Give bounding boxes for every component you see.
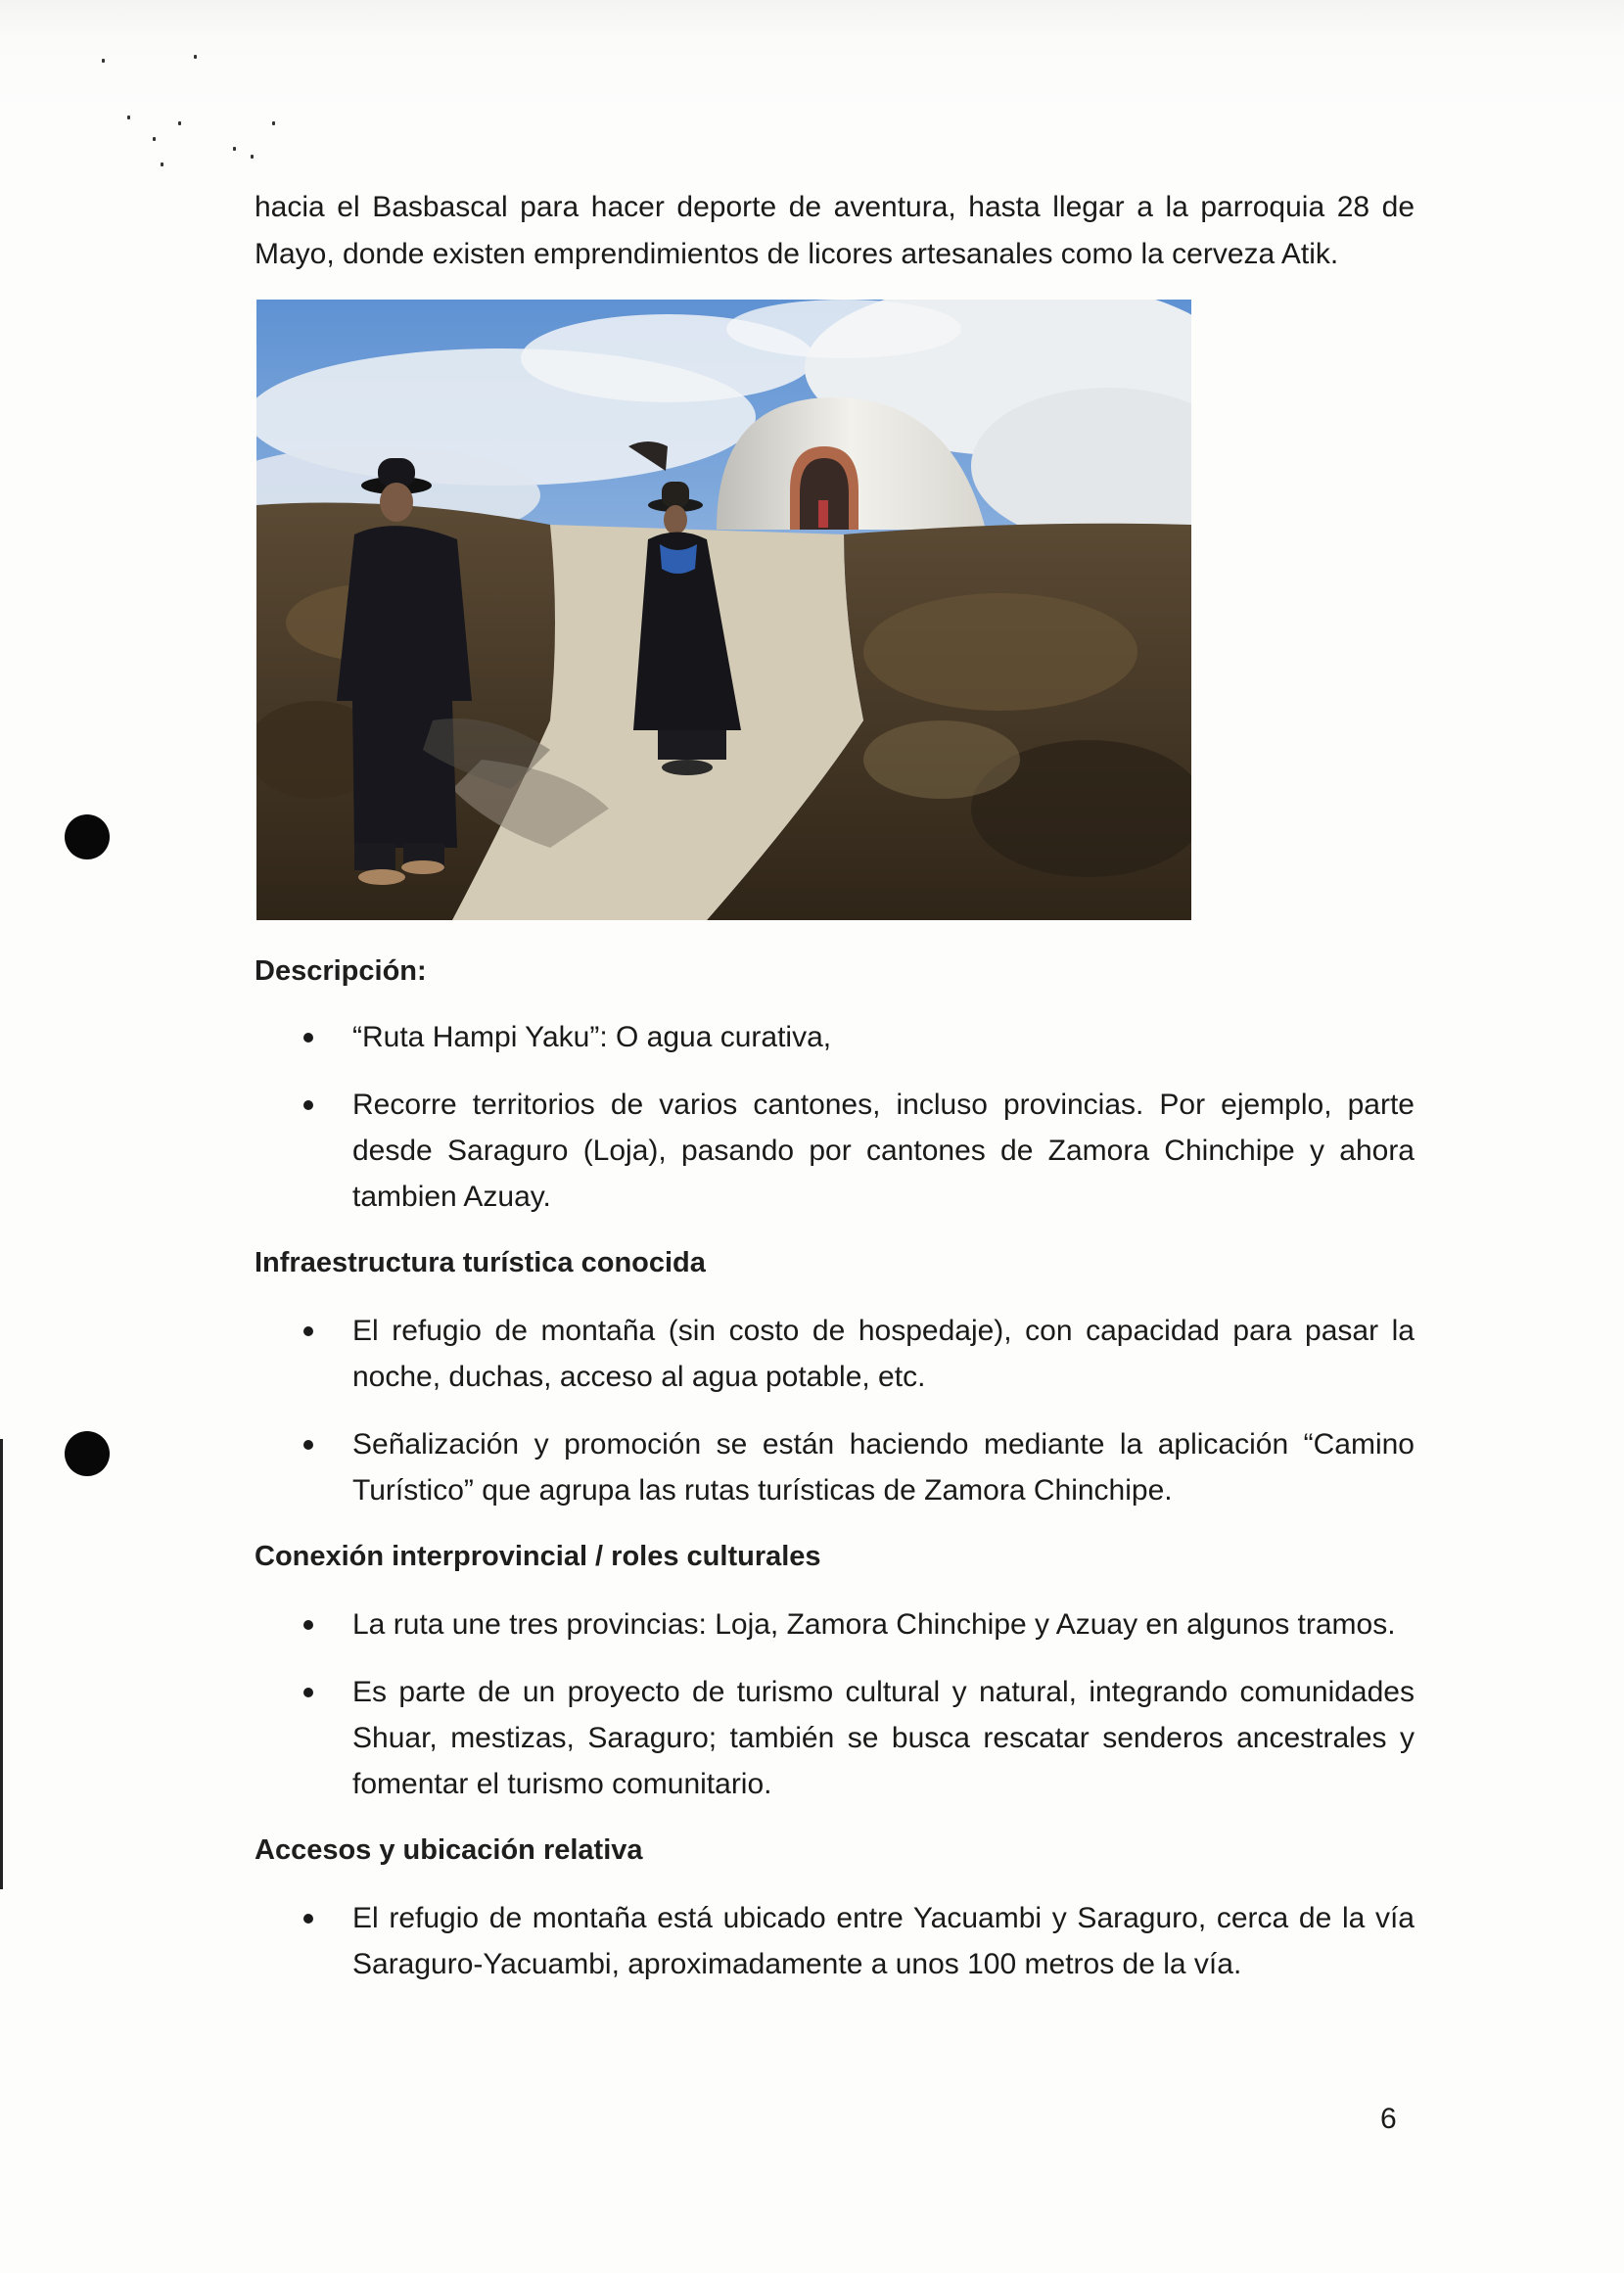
list-item-text: Señalización y promoción se están haciendo mediante la aplicación “Camino Turístico” que agrupa las rutas turísticas de Zamora Chinchipe. <box>352 1428 1415 1507</box>
bullet-dot-icon <box>303 1326 313 1336</box>
scan-edge-line <box>0 1439 3 1889</box>
scan-speck <box>161 162 163 166</box>
list-item <box>294 1421 1415 1513</box>
bullet-dot-icon <box>303 1033 313 1043</box>
list-item-text: Es parte de un proyecto de turismo cultural y natural, integrando comunidades Shuar, mestizas, Saraguro; también se busca rescatar senderos ancestrales y fomentar el turismo comunitario. <box>352 1676 1415 1800</box>
section-heading-descripcion: Descripción: <box>255 955 427 987</box>
bullet-dot-icon <box>303 1914 313 1924</box>
bullet-dot-icon <box>303 1440 313 1450</box>
list-item <box>294 1082 1415 1220</box>
scan-speck <box>251 155 254 159</box>
infraestructura-list <box>294 1308 1415 1513</box>
refuge-photo-illustration <box>256 300 1191 920</box>
scan-speck <box>194 55 197 59</box>
section-heading-conexion: Conexión interprovincial / roles culturales <box>255 1541 821 1572</box>
punch-hole <box>65 814 110 859</box>
list-item <box>294 1014 1415 1060</box>
section-heading-infraestructura: Infraestructura turística conocida <box>255 1247 706 1278</box>
list-item-text: El refugio de montaña (sin costo de hospedaje), con capacidad para pasar la noche, duchas, acceso al agua potable, etc. <box>352 1315 1415 1393</box>
page-number: 6 <box>1380 2103 1397 2135</box>
list-item-text: La ruta une tres provincias: Loja, Zamora Chinchipe y Azuay en algunos tramos. <box>352 1608 1396 1641</box>
scan-speck <box>272 121 275 125</box>
bullet-dot-icon <box>303 1688 313 1697</box>
scan-speck <box>127 116 130 119</box>
list-item-text: Recorre territorios de varios cantones, incluso provincias. Por ejemplo, parte desde Saraguro (Loja), pasando por cantones de Zamora Chinchipe y ahora tambien Azuay. <box>352 1089 1415 1213</box>
list-item <box>294 1895 1415 1987</box>
scan-speck <box>233 147 236 151</box>
list-item <box>294 1308 1415 1400</box>
list-item <box>294 1669 1415 1807</box>
bullet-dot-icon <box>303 1100 313 1110</box>
descripcion-list <box>294 1014 1415 1220</box>
scan-speck <box>153 137 156 141</box>
list-item-text: El refugio de montaña está ubicado entre Yacuambi y Saraguro, cerca de la vía Saraguro-Yacuambi, aproximadamente a unos 100 metros de la vía. <box>352 1902 1415 1980</box>
list-item <box>294 1601 1415 1647</box>
section-heading-accesos: Accesos y ubicación relativa <box>255 1834 643 1866</box>
refuge-photo <box>256 300 1191 920</box>
bullet-dot-icon <box>303 1620 313 1630</box>
scan-speck <box>178 121 181 125</box>
punch-hole <box>65 1431 110 1476</box>
conexion-list <box>294 1601 1415 1807</box>
scan-speck <box>102 59 105 63</box>
intro-paragraph: hacia el Basbascal para hacer deporte de aventura, hasta llegar a la parroquia 28 de Mayo, donde existen emprendimientos de licores artesanales como la cerveza Atik. <box>255 191 1415 270</box>
list-item-text: “Ruta Hampi Yaku”: O agua curativa, <box>352 1021 832 1053</box>
accesos-list <box>294 1895 1415 1987</box>
